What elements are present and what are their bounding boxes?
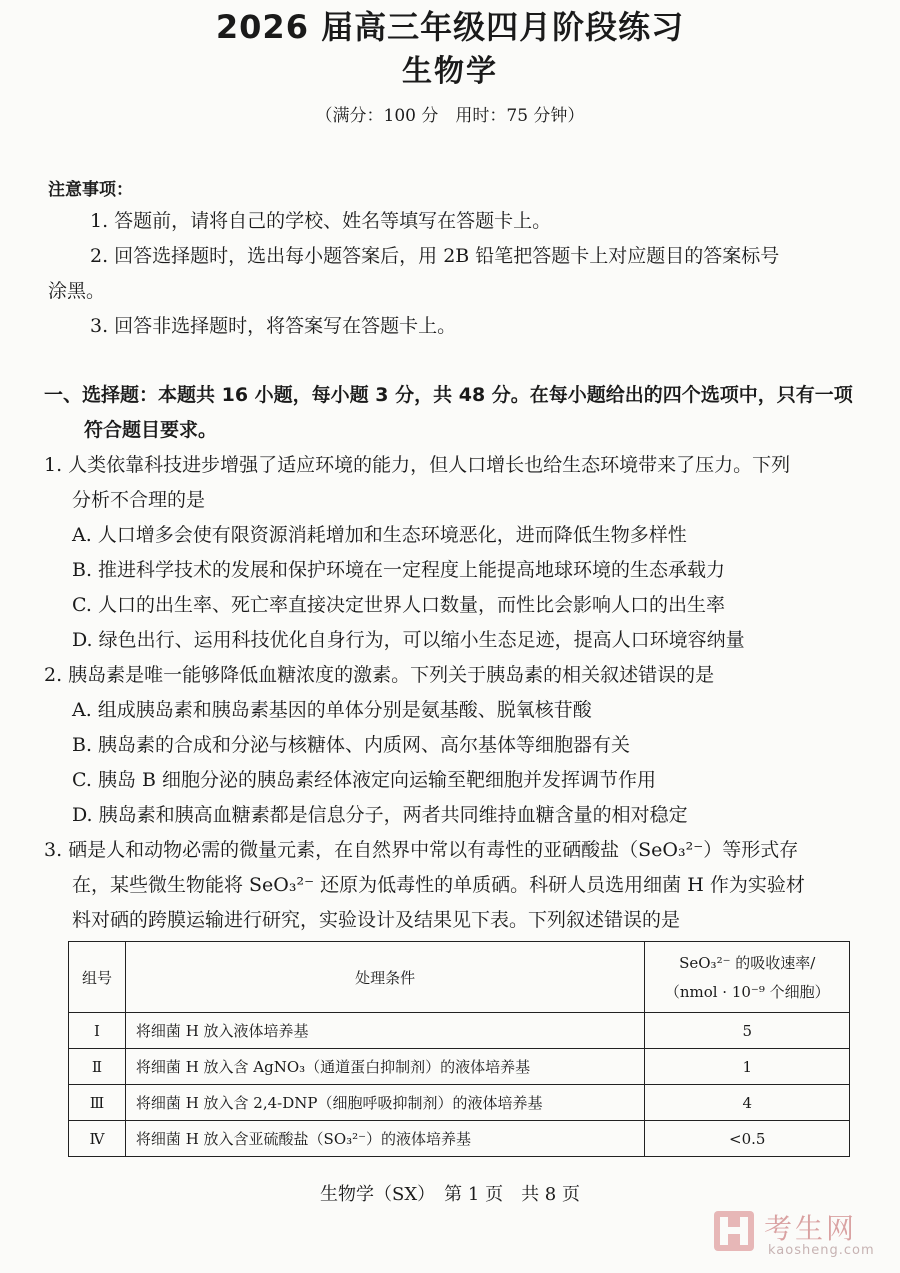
- q3-stem-cont-2: 料对硒的跨膜运输进行研究，实验设计及结果见下表。下列叙述错误的是: [72, 909, 681, 931]
- q2-stem: 2. 胰岛素是唯一能够降低血糖浓度的激素。下列关于胰岛素的相关叙述错误的是: [44, 664, 715, 686]
- q1-stem: 1. 人类依靠科技进步增强了适应环境的能力，但人口增长也给生态环境带来了压力。下列: [44, 454, 791, 476]
- row-condition: 将细菌 H 放入含 2,4-DNP（细胞呼吸抑制剂）的液体培养基: [125, 1085, 645, 1121]
- row-rate: 4: [645, 1085, 850, 1121]
- page-footer: 生物学（SX） 第 1 页 共 8 页: [320, 1184, 580, 1205]
- notice-item-3: 3. 回答非选择题时，将答案写在答题卡上。: [90, 315, 457, 337]
- row-condition: 将细菌 H 放入含 AgNO₃（通道蛋白抑制剂）的液体培养基: [125, 1049, 645, 1085]
- header-rate-line-2: （nmol · 10⁻⁹ 个细胞）: [664, 983, 830, 1001]
- notice-item-2: 2. 回答选择题时，选出每小题答案后，用 2B 铅笔把答题卡上对应题目的答案标号: [90, 245, 780, 267]
- row-rate: 1: [645, 1049, 850, 1085]
- q3-stem-cont-1: 在，某些微生物能将 SeO₃²⁻ 还原为低毒性的单质硒。科研人员选用细菌 H 作为实验材: [72, 874, 805, 896]
- watermark-text: 考生网: [764, 1212, 858, 1245]
- row-group: Ⅳ: [69, 1121, 126, 1157]
- row-group: Ⅰ: [69, 1013, 126, 1049]
- table-row: [69, 1049, 850, 1085]
- table-row: [69, 1013, 850, 1049]
- watermark-url: kaosheng.com: [768, 1243, 875, 1258]
- row-condition: 将细菌 H 放入含亚硫酸盐（SO₃²⁻）的液体培养基: [125, 1121, 645, 1157]
- row-group: Ⅱ: [69, 1049, 126, 1085]
- row-rate: 5: [645, 1013, 850, 1049]
- q2-option-c: C. 胰岛 B 细胞分泌的胰岛素经体液定向运输至靶细胞并发挥调节作用: [72, 769, 656, 791]
- table-row: [69, 1085, 850, 1121]
- row-group: Ⅲ: [69, 1085, 126, 1121]
- notice-heading: 注意事项：: [48, 180, 133, 200]
- table-row: [69, 1121, 850, 1157]
- q3-data-table: [68, 941, 850, 1157]
- watermark: [712, 1203, 892, 1263]
- section-heading-cont: 符合题目要求。: [84, 419, 218, 441]
- q1-stem-cont: 分析不合理的是: [72, 489, 206, 511]
- header-condition: 处理条件: [125, 942, 645, 1013]
- watermark-logo-icon: [712, 1209, 756, 1253]
- exam-meta: （满分：100 分 用时：75 分钟）: [315, 106, 585, 126]
- q2-option-b: B. 胰岛素的合成和分泌与核糖体、内质网、高尔基体等细胞器有关: [72, 734, 631, 756]
- row-rate: <0.5: [645, 1121, 850, 1157]
- header-group: 组号: [69, 942, 126, 1013]
- row-condition: 将细菌 H 放入液体培养基: [125, 1013, 645, 1049]
- notice-item-1: 1. 答题前，请将自己的学校、姓名等填写在答题卡上。: [90, 210, 552, 232]
- header-rate-line-1: SeO₃²⁻ 的吸收速率/: [679, 954, 816, 972]
- header-rate: [645, 942, 850, 1013]
- q1-option-d: D. 绿色出行、运用科技优化自身行为，可以缩小生态足迹，提高人口环境容纳量: [72, 629, 745, 651]
- q1-option-c: C. 人口的出生率、死亡率直接决定世界人口数量，而性比会影响人口的出生率: [72, 594, 725, 616]
- q2-option-d: D. 胰岛素和胰高血糖素都是信息分子，两者共同维持血糖含量的相对稳定: [72, 804, 688, 826]
- exam-title: 2026 届高三年级四月阶段练习: [215, 8, 685, 46]
- table-header-row: [69, 942, 850, 1013]
- exam-subject: 生物学: [402, 54, 498, 89]
- q1-option-a: A. 人口增多会使有限资源消耗增加和生态环境恶化，进而降低生物多样性: [72, 524, 687, 546]
- q2-option-a: A. 组成胰岛素和胰岛素基因的单体分别是氨基酸、脱氧核苷酸: [72, 699, 592, 721]
- q3-stem: 3. 硒是人和动物必需的微量元素，在自然界中常以有毒性的亚硒酸盐（SeO₃²⁻）等形式存: [44, 839, 799, 861]
- notice-item-2-cont: 涂黑。: [48, 280, 106, 302]
- q1-option-b: B. 推进科学技术的发展和保护环境在一定程度上能提高地球环境的生态承载力: [72, 559, 726, 581]
- section-heading: 一、选择题：本题共 16 小题，每小题 3 分，共 48 分。在每小题给出的四个选项中，只有一项: [44, 384, 853, 406]
